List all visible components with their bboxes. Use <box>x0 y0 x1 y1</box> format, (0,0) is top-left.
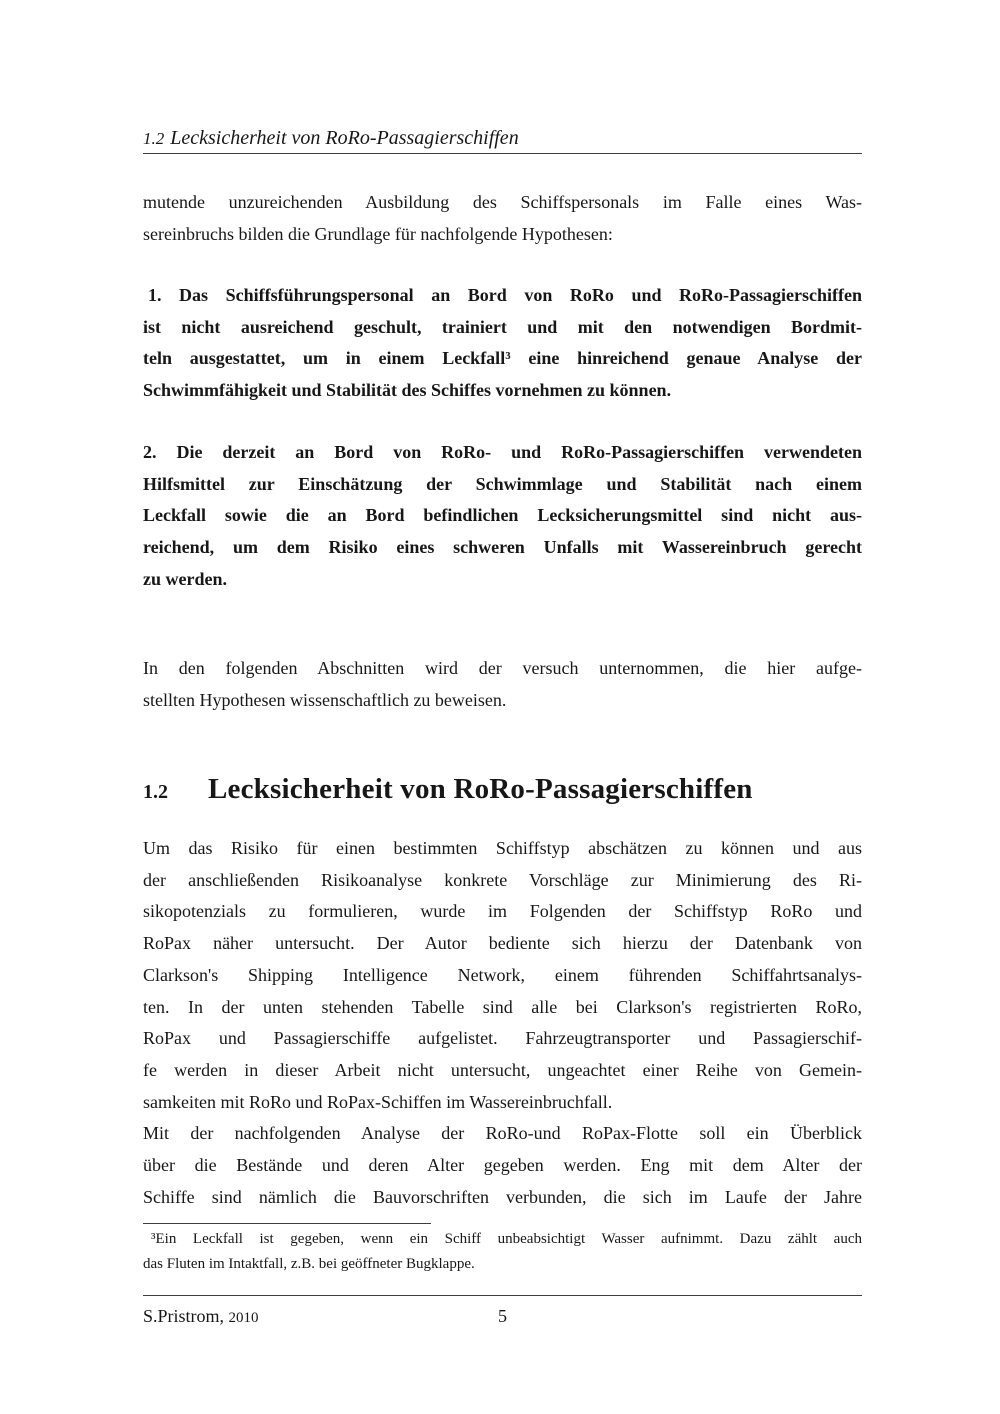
text-line: Mit der nachfolgenden Analyse der RoRo-und RoPax-Flotte soll ein Überblick <box>143 1123 862 1144</box>
footnote-line: das Fluten im Intaktfall, z.B. bei geöffneter Bugklappe. <box>143 1256 475 1272</box>
text-line: reichend, um dem Risiko eines schweren Unfalls mit Wassereinbruch gerecht <box>143 537 862 558</box>
hypothesis-2-paragraph <box>143 437 862 596</box>
hypothesis-1-paragraph <box>143 280 862 407</box>
text-line: 1. Das Schiffsführungspersonal an Bord von RoRo und RoRo-Passagierschiffen <box>148 285 862 305</box>
text-line: ten. In der unten stehenden Tabelle sind alle bei Clarkson's registrierten RoRo, <box>143 996 862 1017</box>
text-line: Leckfall sowie die an Bord befindlichen Lecksicherungsmittel sind nicht aus- <box>143 505 862 526</box>
footnote-line: ³Ein Leckfall ist gegeben, wenn ein Schiff unbeabsichtigt Wasser aufnimmt. Dazu zählt auch <box>151 1231 862 1247</box>
text-line: zu werden. <box>143 568 227 589</box>
text-line: Hilfsmittel zur Einschätzung der Schwimmlage und Stabilität nach einem <box>143 473 862 494</box>
followup-paragraph <box>143 653 862 716</box>
text-line: sereinbruchs bilden die Grundlage für nachfolgende Hypothesen: <box>143 223 613 244</box>
text-line: RoPax und Passagierschiffe aufgelistet. Fahrzeugtransporter und Passagierschif- <box>143 1028 862 1049</box>
text-line: fe werden in dieser Arbeit nicht untersucht, ungeachtet einer Reihe von Gemein- <box>143 1059 862 1080</box>
running-header-section-number: 1.2 <box>143 129 165 148</box>
footer-year: 2010 <box>228 1310 259 1326</box>
section-heading <box>143 773 862 806</box>
body-paragraph <box>143 833 862 1213</box>
text-line: mutende unzureichenden Ausbildung des Schiffspersonals im Falle eines Was- <box>143 192 862 212</box>
text-line: über die Bestände und deren Alter gegeben werden. Eng mit dem Alter der <box>143 1155 862 1176</box>
text-line: Clarkson's Shipping Intelligence Network, einem führenden Schiffahrtsanalys- <box>143 964 862 985</box>
text-line: In den folgenden Abschnitten wird der versuch unternommen, die hier aufge- <box>143 658 862 678</box>
section-title: Lecksicherheit von RoRo-Passagierschiffen <box>208 773 753 805</box>
header-rule <box>143 153 862 154</box>
text-line: stellten Hypothesen wissenschaftlich zu beweisen. <box>143 689 507 710</box>
text-line: Um das Risiko für einen bestimmten Schiffstyp abschätzen zu können und aus <box>143 838 862 858</box>
footnote-rule <box>143 1223 431 1224</box>
text-line: Schwimmfähigkeit und Stabilität des Schiffes vornehmen zu können. <box>143 380 672 401</box>
text-line: sikopotenzials zu formulieren, wurde im Folgenden der Schiffstyp RoRo und <box>143 901 862 922</box>
footer-author-name: S.Pristrom, <box>143 1306 225 1326</box>
section-number: 1.2 <box>143 781 168 803</box>
footnote <box>143 1227 862 1277</box>
footer-rule <box>143 1295 862 1296</box>
text-line: samkeiten mit RoRo und RoPax-Schiffen im Wassereinbruchfall. <box>143 1091 613 1112</box>
text-line: Schiffe sind nämlich die Bauvorschriften verbunden, die sich im Laufe der Jahre <box>143 1186 862 1207</box>
page-footer <box>143 1303 862 1329</box>
running-header <box>143 125 862 152</box>
text-line: RoPax näher untersucht. Der Autor bediente sich hierzu der Datenbank von <box>143 933 862 954</box>
page-number: 5 <box>498 1306 507 1326</box>
intro-paragraph <box>143 187 862 250</box>
text-line: teln ausgestattet, um in einem Leckfall³ eine hinreichend genaue Analyse der <box>143 348 862 369</box>
running-header-title: Lecksicherheit von RoRo-Passagierschiffen <box>170 127 519 149</box>
text-line: 2. Die derzeit an Bord von RoRo- und RoRo-Passagierschiffen verwendeten <box>143 442 862 462</box>
text-line: ist nicht ausreichend geschult, trainiert und mit den notwendigen Bordmit- <box>143 316 862 337</box>
text-line: der anschließenden Risikoanalyse konkrete Vorschläge zur Minimierung des Ri- <box>143 869 862 890</box>
